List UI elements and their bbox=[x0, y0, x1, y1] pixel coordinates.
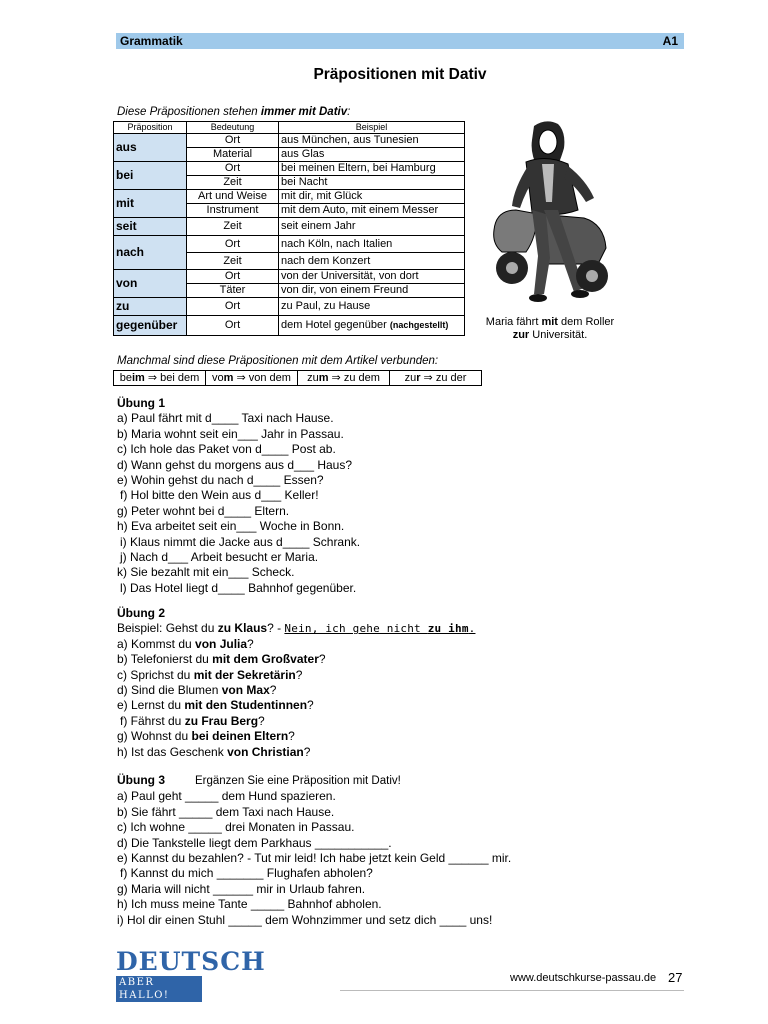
column-header: Beispiel bbox=[279, 122, 465, 134]
preposition-table bbox=[113, 121, 465, 336]
meaning-cell: Ort bbox=[187, 134, 279, 148]
preposition-cell: seit bbox=[114, 218, 187, 236]
exercise-example: Beispiel: Gehst du zu Klaus? - Nein, ich gehe nicht zu ihm. bbox=[117, 621, 476, 636]
exercise-title: Übung 3 Ergänzen Sie eine Präposition mit Dativ! bbox=[117, 773, 401, 787]
meaning-cell: Zeit bbox=[187, 253, 279, 270]
exercise-item: a) Paul geht _____ dem Hund spazieren. bbox=[117, 789, 336, 804]
exercise-item: i) Hol dir einen Stuhl _____ dem Wohnzimmer und setz dich ____ uns! bbox=[117, 912, 493, 927]
exercise-item: l) Das Hotel liegt d____ Bahnhof gegenüber. bbox=[120, 580, 357, 595]
exercise-item: g) Peter wohnt bei d____ Eltern. bbox=[117, 503, 290, 518]
preposition-cell: bei bbox=[114, 162, 187, 190]
illustration-caption: Maria fährt mit dem Roller zur Universität. bbox=[485, 316, 615, 341]
exercise-item: f) Fährst du zu Frau Berg? bbox=[120, 713, 265, 728]
contraction-intro: Manchmal sind diese Präpositionen mit dem Artikel verbunden: bbox=[117, 355, 439, 367]
meaning-cell: Ort bbox=[187, 162, 279, 176]
exercise-item: h) Ich muss meine Tante _____ Bahnhof abholen. bbox=[117, 897, 382, 912]
exercise-1 bbox=[117, 396, 360, 596]
exercise-item: j) Nach d___ Arbeit besucht er Maria. bbox=[120, 550, 319, 565]
header-level-label: A1 bbox=[662, 34, 678, 48]
example-cell: aus Glas bbox=[279, 148, 465, 162]
meaning-cell: Täter bbox=[187, 284, 279, 298]
note-text: (nachgestellt) bbox=[389, 320, 449, 330]
preposition-cell: zu bbox=[114, 298, 187, 316]
meaning-cell: Ort bbox=[187, 298, 279, 316]
exercise-item: c) Ich wohne _____ drei Monaten in Passau. bbox=[117, 820, 355, 835]
footer-url: www.deutschkurse-passau.de bbox=[510, 972, 657, 984]
scooter-illustration bbox=[486, 118, 620, 306]
table-row bbox=[114, 218, 465, 236]
meaning-cell: Art und Weise bbox=[187, 190, 279, 204]
example-cell: mit dir, mit Glück bbox=[279, 190, 465, 204]
handwritten-answer: Nein, ich gehe nicht zu ihm. bbox=[284, 622, 476, 636]
intro-text: Diese Präpositionen stehen immer mit Dativ: bbox=[117, 106, 351, 118]
exercise-title: Übung 1 bbox=[117, 396, 165, 410]
column-header: Bedeutung bbox=[187, 122, 279, 134]
header-bar bbox=[116, 33, 684, 49]
page-title: Präpositionen mit Dativ bbox=[313, 66, 487, 83]
preposition-cell: nach bbox=[114, 236, 187, 270]
exercise-item: b) Sie fährt _____ dem Taxi nach Hause. bbox=[117, 804, 335, 819]
exercise-item: b) Maria wohnt seit ein___ Jahr in Passau. bbox=[117, 426, 344, 441]
example-cell: nach dem Konzert bbox=[279, 253, 465, 270]
meaning-cell: Ort bbox=[187, 236, 279, 253]
preposition-cell: gegenüber bbox=[114, 316, 187, 336]
contraction-cell: vom ⇒ von dem bbox=[206, 371, 298, 386]
table-row bbox=[114, 190, 465, 204]
contraction-cell: zum ⇒ zu dem bbox=[298, 371, 390, 386]
exercise-item: f) Kannst du mich _______ Flughafen abholen? bbox=[120, 866, 373, 881]
exercise-title: Übung 2 bbox=[117, 606, 165, 620]
meaning-cell: Material bbox=[187, 148, 279, 162]
table-row bbox=[114, 134, 465, 148]
contraction-cell: beim ⇒ bei dem bbox=[114, 371, 206, 386]
exercise-item: e) Wohin gehst du nach d____ Essen? bbox=[117, 473, 324, 488]
preposition-cell: aus bbox=[114, 134, 187, 162]
logo-top-text: DEUTSCH bbox=[116, 947, 266, 976]
preposition-cell: mit bbox=[114, 190, 187, 218]
exercise-item: g) Maria will nicht ______ mir in Urlaub fahren. bbox=[117, 881, 366, 896]
exercise-2 bbox=[117, 606, 475, 760]
exercise-item: e) Kannst du bezahlen? - Tut mir leid! Ich habe jetzt kein Geld ______ mir. bbox=[117, 851, 512, 866]
table-row bbox=[114, 298, 465, 316]
header-section-label: Grammatik bbox=[120, 34, 183, 48]
exercise-3 bbox=[117, 773, 511, 928]
exercise-item: g) Wohnst du bei deinen Eltern? bbox=[117, 729, 295, 744]
table-row bbox=[114, 270, 465, 284]
exercise-item: i) Klaus nimmt die Jacke aus d____ Schrank. bbox=[120, 534, 361, 549]
table-header-row bbox=[114, 122, 465, 134]
meaning-cell: Zeit bbox=[187, 218, 279, 236]
meaning-cell: Ort bbox=[187, 316, 279, 336]
exercise-item: b) Telefonierst du mit dem Großvater? bbox=[117, 652, 326, 667]
exercise-item: a) Paul fährt mit d____ Taxi nach Hause. bbox=[117, 411, 334, 426]
example-cell: mit dem Auto, mit einem Messer bbox=[279, 204, 465, 218]
exercise-instruction: Ergänzen Sie eine Präposition mit Dativ! bbox=[195, 775, 401, 787]
exercise-item: d) Die Tankstelle liegt dem Parkhaus ___________. bbox=[117, 835, 392, 850]
exercise-item: c) Ich hole das Paket von d____ Post ab. bbox=[117, 442, 336, 457]
example-cell: bei Nacht bbox=[279, 176, 465, 190]
example-cell: von dir, von einem Freund bbox=[279, 284, 465, 298]
exercise-item: h) Eva arbeitet seit ein___ Woche in Bonn. bbox=[117, 519, 345, 534]
exercise-item: c) Sprichst du mit der Sekretärin? bbox=[117, 667, 303, 682]
exercise-item: a) Kommst du von Julia? bbox=[117, 636, 254, 651]
table-row bbox=[114, 236, 465, 253]
exercise-item: d) Sind die Blumen von Max? bbox=[117, 683, 277, 698]
exercise-item: k) Sie bezahlt mit ein___ Scheck. bbox=[117, 565, 295, 580]
deutsch-aber-hallo-logo bbox=[116, 947, 266, 1002]
exercise-item: d) Wann gehst du morgens aus d___ Haus? bbox=[117, 457, 353, 472]
example-cell: nach Köln, nach Italien bbox=[279, 236, 465, 253]
column-header: Präposition bbox=[114, 122, 187, 134]
example-cell: dem Hotel gegenüber (nachgestellt) bbox=[279, 316, 465, 336]
meaning-cell: Zeit bbox=[187, 176, 279, 190]
contraction-cell: zur ⇒ zu der bbox=[390, 371, 482, 386]
exercise-item: f) Hol bitte den Wein aus d___ Keller! bbox=[120, 488, 319, 503]
example-cell: bei meinen Eltern, bei Hamburg bbox=[279, 162, 465, 176]
contraction-table bbox=[113, 370, 482, 386]
logo-bottom-text: ABER HALLO! bbox=[116, 976, 202, 1002]
page-number: 27 bbox=[668, 970, 683, 985]
table-row bbox=[114, 316, 465, 336]
meaning-cell: Ort bbox=[187, 270, 279, 284]
meaning-cell: Instrument bbox=[187, 204, 279, 218]
exercise-item: h) Ist das Geschenk von Christian? bbox=[117, 744, 311, 759]
example-cell: aus München, aus Tunesien bbox=[279, 134, 465, 148]
example-cell: seit einem Jahr bbox=[279, 218, 465, 236]
example-cell: zu Paul, zu Hause bbox=[279, 298, 465, 316]
exercise-item: e) Lernst du mit den Studentinnen? bbox=[117, 698, 314, 713]
preposition-cell: von bbox=[114, 270, 187, 298]
footer-divider bbox=[340, 990, 684, 991]
example-cell: von der Universität, von dort bbox=[279, 270, 465, 284]
table-row bbox=[114, 162, 465, 176]
